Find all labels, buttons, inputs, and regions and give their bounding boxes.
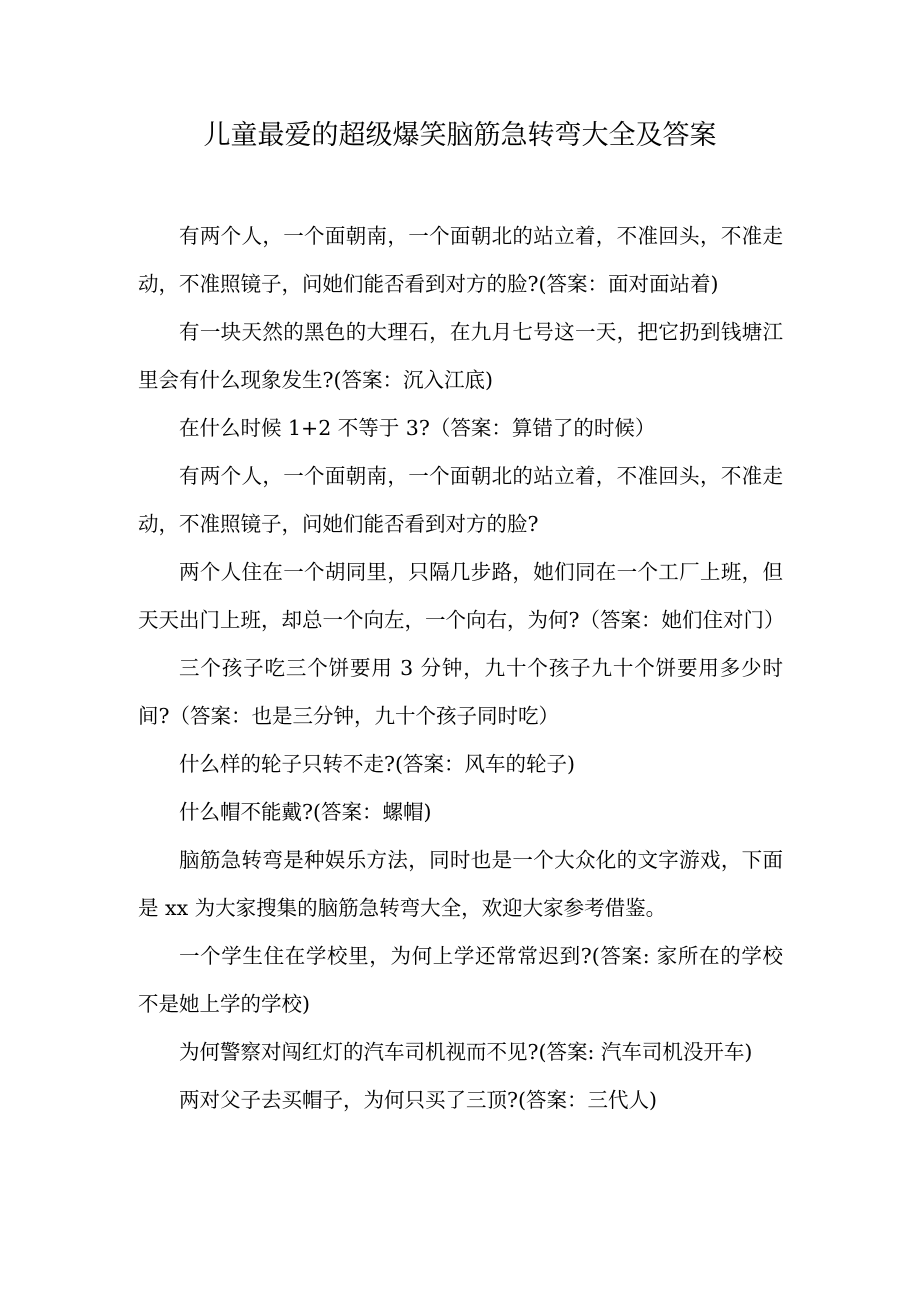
document-body bbox=[138, 212, 783, 1124]
paragraph-riddle-11: 两对父子去买帽子，为何只买了三顶?(答案：三代人) bbox=[179, 1088, 657, 1112]
paragraph-riddle-5: 两个人住在一个胡同里，只隔几步路，她们同在一个工厂上班，但天天出门上班，却总一个向左，一个向右，为何?（答案：她们住对门） bbox=[138, 560, 785, 632]
paragraph-riddle-7: 什么样的轮子只转不走?(答案：风车的轮子) bbox=[179, 752, 575, 776]
document-title: 儿童最爱的超级爆笑脑筋急转弯大全及答案 bbox=[203, 120, 717, 151]
paragraph-riddle-10: 为何警察对闯红灯的汽车司机视而不见?(答案: 汽车司机没开车) bbox=[179, 1040, 753, 1064]
paragraph-riddle-8: 什么帽不能戴?(答案：螺帽) bbox=[179, 800, 432, 824]
paragraph-riddle-2: 有一块天然的黑色的大理石，在九月七号这一天，把它扔到钱塘江里会有什么现象发生?(答案：沉入江底) bbox=[138, 320, 783, 392]
paragraph-riddle-6: 三个孩子吃三个饼要用 3 分钟，九十个孩子九十个饼要用多少时间?（答案：也是三分钟，九十个孩子同时吃） bbox=[138, 656, 783, 728]
paragraph-riddle-9: 一个学生住在学校里，为何上学还常常迟到?(答案: 家所在的学校不是她上学的学校) bbox=[138, 944, 783, 1016]
paragraph-intro: 脑筋急转弯是种娱乐方法，同时也是一个大众化的文字游戏，下面是 xx 为大家搜集的脑筋急转弯大全，欢迎大家参考借鉴。 bbox=[138, 848, 783, 920]
paragraph-riddle-3: 在什么时候 1+2 不等于 3?（答案：算错了的时候） bbox=[179, 416, 656, 440]
paragraph-riddle-1: 有两个人，一个面朝南，一个面朝北的站立着，不准回头，不准走动，不准照镜子，问她们能否看到对方的脸?(答案：面对面站着) bbox=[138, 224, 783, 296]
paragraph-riddle-4: 有两个人，一个面朝南，一个面朝北的站立着，不准回头，不准走动，不准照镜子，问她们能否看到对方的脸? bbox=[138, 464, 783, 536]
